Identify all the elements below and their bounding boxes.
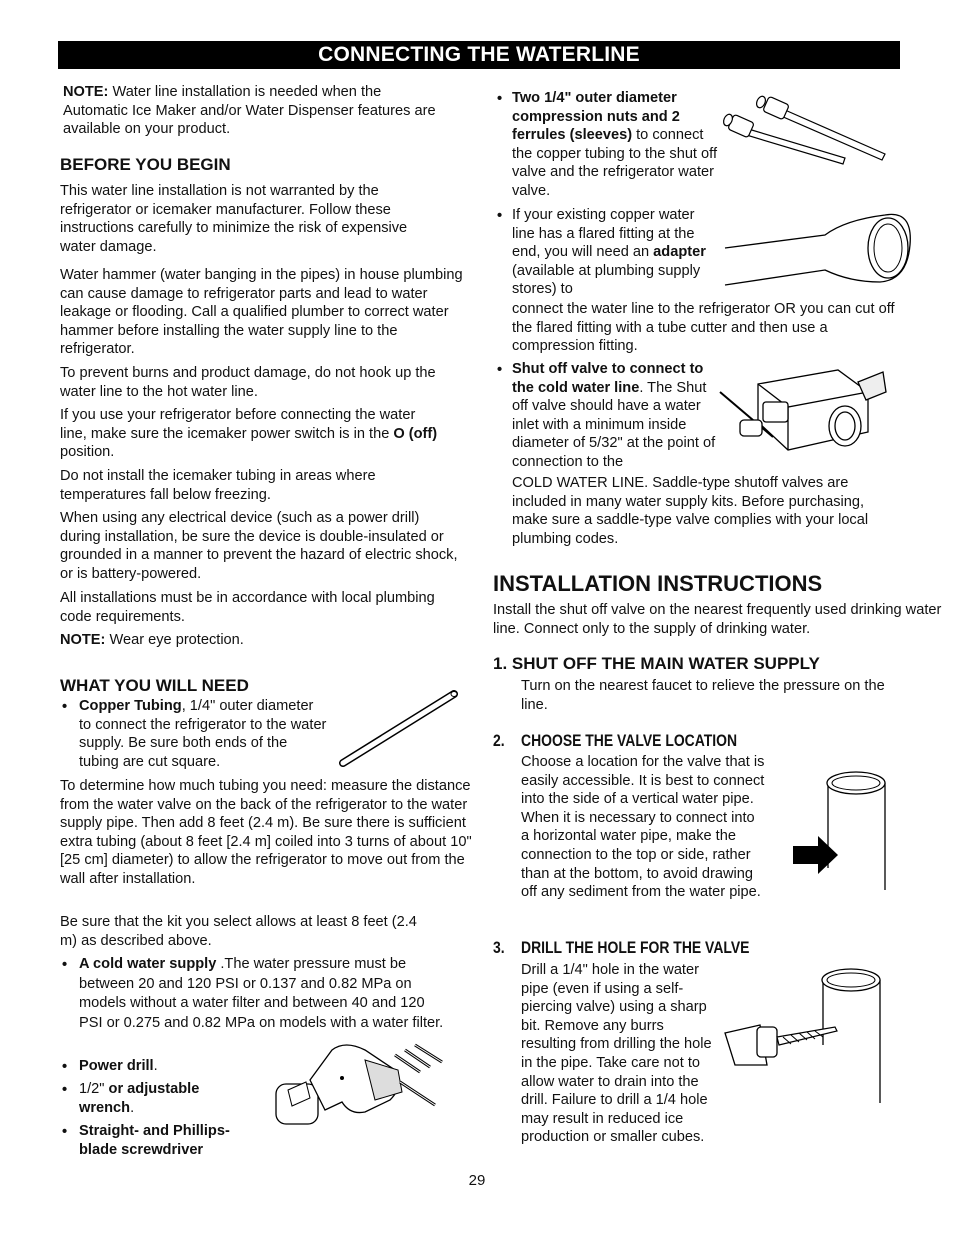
screwdriver-item: Straight- and Phillips-blade screwdriver [79, 1123, 230, 1158]
bullet: • [62, 1082, 68, 1098]
before-p6: When using any electrical device (such as a power drill) during installation, be sure the device is double-insulated or grounded in a manner to prevent the hazard of electric shock, or is battery-powered. [60, 510, 458, 582]
copper-tubing-item: Copper Tubing, 1/4" outer diameter to connect the refrigerator to the water supply. Be sure both ends of the tubing are cut square. [79, 698, 327, 770]
copper-tubing-illustration [338, 688, 463, 768]
step3-text: Drill a 1/4" hole in the water pipe (even if using a self-piercing valve) using a sharp bit. Remove any burrs resulting from drilling the hole in the pipe. Take care not to allow water to drain into the drill. Failure to drill a 1/4 hole may result in reduced ice production or smaller cubes. [521, 962, 712, 1146]
before-p5: Do not install the icemaker tubing in areas where temperatures fall below freezing. [60, 468, 376, 503]
step2-heading: CHOOSE THE VALVE LOCATION [521, 731, 738, 750]
shutoff-valve-description: COLD WATER LINE. Saddle-type shutoff valves are included in many water supply kits. Before purchasing, make sure a saddle-type valve complies with your local plumbing codes. [512, 475, 869, 547]
power-drill-item: Power drill. [79, 1058, 158, 1074]
flared-fitting-illustration [725, 210, 915, 290]
adapter-item: If your existing copper water line has a flared fitting at the end, you will need an adapter (available at plumbing supply stores) to [512, 207, 706, 298]
bullet: • [62, 957, 68, 973]
before-you-begin-heading: BEFORE YOU BEGIN [60, 155, 231, 174]
bullet: • [62, 1124, 68, 1140]
bullet: • [497, 208, 503, 224]
step3-number: 3. [493, 938, 505, 957]
note-install: NOTE: Water line installation is needed when the Automatic Ice Maker and/or Water Dispenser features are available on your product. [63, 84, 436, 138]
before-p3: To prevent burns and product damage, do not hook up the water line to the hot water line. [60, 365, 436, 400]
kit-paragraph: Be sure that the kit you select allows at least 8 feet (2.4 m) as described above. [60, 914, 417, 949]
install-paragraph: Install the shut off valve on the nearest frequently used drinking water line. Connect only to the supply of drinking water. [493, 602, 942, 637]
before-p4: If you use your refrigerator before connecting the water line, make sure the icemaker power switch is in the O (off) position. [60, 407, 438, 461]
drill-hole-illustration [725, 965, 895, 1105]
measure-paragraph: To determine how much tubing you need: measure the distance from the water valve on the back of the refrigerator to the water supply pipe. Then add 8 feet (2.4 m). Be sure there is sufficient extra tubing (about 8 feet [2.4 m] coiled into 3 turns of about 10"[25 cm] diameter) to allow the refrigerator to move out from the wall after installation. [60, 778, 472, 887]
step1-heading: 1. SHUT OFF THE MAIN WATER SUPPLY [493, 654, 820, 673]
before-p7: All installations must be in accordance with local plumbing code requirements. [60, 590, 435, 625]
step2-text: Choose a location for the valve that is easily accessible. It is best to connect into the side of a vertical water pipe. When it is necessary to connect into a horizontal water pipe, make the connection to the top or side, rather than at the bottom, to avoid drawing off any sediment from the water pipe. [521, 754, 765, 901]
bullet: • [62, 1059, 68, 1075]
note-eye-protection: NOTE: Wear eye protection. [60, 632, 244, 648]
bullet: • [62, 699, 68, 715]
bullet: • [497, 362, 503, 378]
section-banner: CONNECTING THE WATERLINE [58, 41, 900, 69]
vertical-pipe-illustration [790, 768, 900, 893]
installation-instructions-heading: INSTALLATION INSTRUCTIONS [493, 571, 823, 596]
step3-heading: DRILL THE HOLE FOR THE VALVE [521, 938, 750, 957]
shutoff-valve-item: Shut off valve to connect to the cold water line. The Shut off valve should have a water inlet with a minimum inside diameter of 5/32" at the point of connection to the [512, 361, 716, 470]
wrench-item: 1/2" or adjustable wrench. [79, 1081, 200, 1116]
compression-nuts-illustration [725, 96, 895, 166]
power-drill-illustration [270, 1040, 450, 1135]
step2-number: 2. [493, 731, 505, 750]
bullet: • [497, 91, 503, 107]
before-p1: This water line installation is not warranted by the refrigerator or icemaker manufacturer. Follow these instructions carefully to minimize the risk of expensive water damage. [60, 183, 408, 255]
page-number: 29 [468, 1172, 486, 1189]
shutoff-valve-illustration [718, 362, 893, 467]
compression-nuts-item: Two 1/4" outer diameter compression nuts and 2 ferrules (sleeves) to connect the copper tubing to the shut off valve and the refrigerator water valve. [512, 90, 718, 199]
cold-water-item: A cold water supply .The water pressure must be between 20 and 120 PSI or 0.137 and 0.82 MPa on models without a water filter and between 40 and 120 PSI or 0.275 and 0.82 MPa on models with a water filter. [79, 956, 444, 1031]
step1-text: Turn on the nearest faucet to relieve the pressure on the line. [521, 678, 885, 713]
before-p2: Water hammer (water banging in the pipes) in house plumbing can cause damage to refrigerator parts and lead to water leakage or flooding. Call a qualified plumber to correct water hammer before installing the water supply line to the refrigerator. [60, 267, 463, 358]
adapter-item-continued: connect the water line to the refrigerator OR you can cut off the flared fitting with a tube cutter and then use a compression fitting. [512, 301, 895, 355]
what-you-will-need-heading: WHAT YOU WILL NEED [60, 676, 249, 695]
